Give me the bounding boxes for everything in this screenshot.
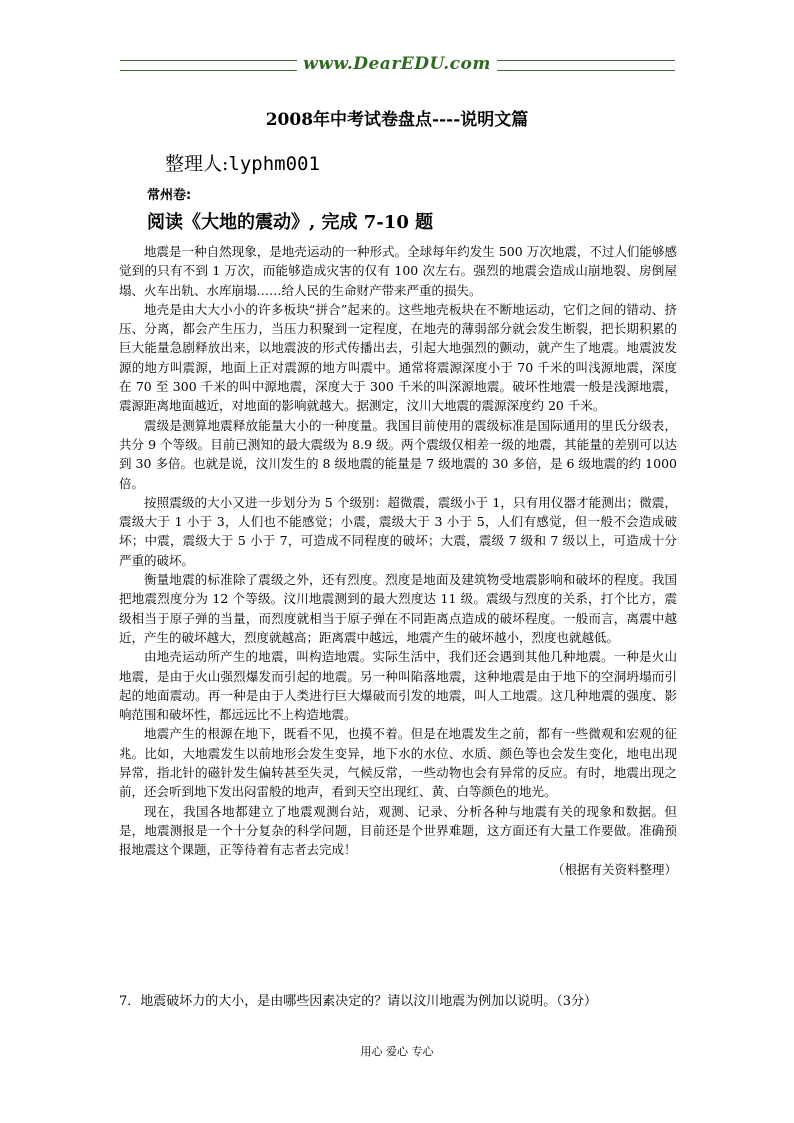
- paragraph: 地震是一种自然现象，是地壳运动的一种形式。全球每年约发生 500 万次地震，不过人们能够感觉到的只有不到 1 万次，而能够造成灾害的仅有 100 次左右。强烈的地震会造成山崩地裂、房倒屋塌、火车出轨、水库崩塌……给人民的生命财产带来严重的损失。: [119, 244, 677, 298]
- paragraph: 由地壳运动所产生的地震，叫构造地震。实际生活中，我们还会遇到其他几种地震。一种是火山地震，是由于火山强烈爆发而引起的地震。另一种叫陷落地震，这种地震是由于地下的空洞坍塌而引起的地面震动。再一种是由于人类进行巨大爆破而引发的地震，叫人工地震。这几种地震的强度、影响范围和破坏性，都远远比不上构造地震。: [119, 649, 677, 723]
- site-logo-text: www.DearEDU.com: [297, 54, 497, 74]
- compiler-label: 整理人:: [165, 153, 229, 175]
- paragraph: 按照震级的大小又进一步划分为 5 个级别：超微震，震级小于 1，只有用仪器才能测出；微震，震级大于 1 小于 3，人们也不能感觉；小震，震级大于 3 小于 5，人们有感觉，但一般不会造成破坏；中震，震级大于 5 小于 7，可造成不同程度的破坏；大震，震级 7 级和 7 级以上，可造成十分严重的破坏。: [119, 494, 677, 568]
- section-label: 常州卷:: [147, 188, 192, 203]
- paragraph: 现在，我国各地都建立了地震观测台站，观测、记录、分析各种与地震有关的现象和数据。但是，地震测报是一个十分复杂的科学问题，目前还是个世界难题，这方面还有大量工作要做。准确预报地震这个课题，正等待着有志者去完成！: [119, 803, 677, 858]
- compiler-name: lyphm001: [228, 153, 320, 175]
- paragraph: 地壳是由大大小小的许多板块“拼合”起来的。这些地壳板块在不断地运动，它们之间的错动、挤压、分离，都会产生压力，当压力积聚到一定程度，在地壳的薄弱部分就会发生断裂，把长期积累的巨大能量急剧释放出来，以地震波的形式传播出去，引起大地强烈的颤动，就产生了地震。地震波发源的地方叫震源，地面上正对震源的地方叫震中。通常将震源深度小于 70 千米的叫浅源地震，深度在 70 至 300 千米的叫中源地震，深度大于 300 千米的叫深源地震。破坏性地震一般是浅源地震，震源距离地面越近，对地面的影响就越大。据测定，汶川大地震的震源深度约 20 千米。: [119, 301, 677, 414]
- question-7: 7．地震破坏力的大小，是由哪些因素决定的？请以汶川地震为例加以说明。（3分）: [119, 994, 598, 1009]
- paragraph: 衡量地震的标准除了震级之外，还有烈度。烈度是地面及建筑物受地震影响和破坏的程度。我国把地震烈度分为 12 个等级。汶川地震测到的最大烈度达 11 级。震级与烈度的关系，打个比方，震级相当于原子弹的当量，而烈度就相当于原子弹在不同距离点造成的破坏程度。一般而言，离震中越近，产生的破坏越大，烈度就越高；距离震中越远，地震产生的破坏越小，烈度也就越低。: [119, 572, 677, 645]
- paragraph: 震级是测算地震释放能量大小的一种度量。我国目前使用的震级标准是国际通用的里氏分级表，共分 9 个等级。目前已测知的最大震级为 8.9 级。两个震级仅相差一级的地震，其能量的差别可以达到 30 多倍。也就是说，汶川发生的 8 级地震的能量是 7 级地震的 30 多倍，是 6 级地震的约 1000 倍。: [119, 417, 677, 491]
- article-body: [119, 242, 677, 879]
- site-header: [0, 54, 794, 74]
- compiler-line: [165, 149, 320, 176]
- paragraph: 地震产生的根源在地下，既看不见，也摸不着。但是在地震发生之前，都有一些微观和宏观的征兆。比如，大地震发生以前地形会发生变异，地下水的水位、水质、颜色等也会发生变化，地电出现异常，指北针的磁针发生偏转甚至失灵，气候反常，一些动物也会有异常的反应。有时，地震出现之前，还会听到地下发出闷雷般的地声，看到天空出现红、黄、白等颜色的地光。: [119, 726, 677, 800]
- source-note: （根据有关资料整理）: [551, 861, 677, 877]
- page-title: 2008年中考试卷盘点----说明文篇: [265, 110, 529, 130]
- reading-subtitle: 阅读《大地的震动》, 完成 7-10 题: [147, 212, 434, 233]
- page-footer: 用心 爱心 专心: [360, 1045, 434, 1058]
